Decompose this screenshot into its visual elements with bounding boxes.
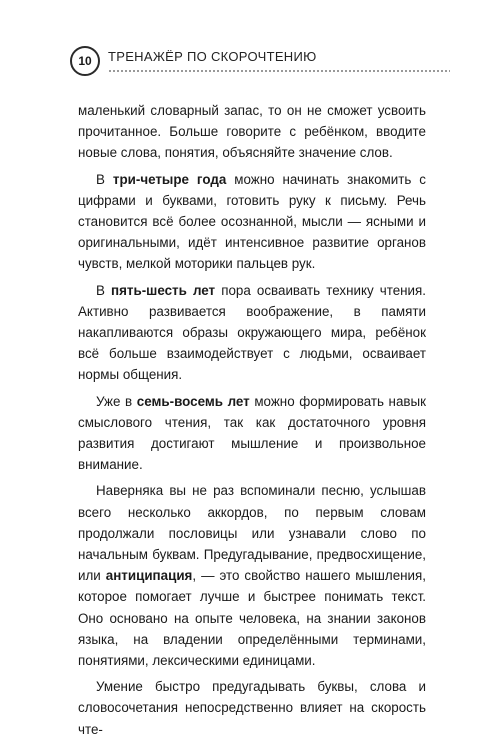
page-header <box>70 46 450 76</box>
paragraph <box>78 391 426 476</box>
emphasis-text: три-четыре года <box>112 171 227 187</box>
paragraph <box>78 480 426 671</box>
paragraph <box>78 169 426 275</box>
emphasis-text: антиципация <box>105 568 193 584</box>
emphasis-text: семь-восемь лет <box>136 393 250 409</box>
paragraph-text: Умение быстро предугадывать буквы, слова и словосочетания непосредственно влияет на скорость чте- <box>78 679 426 737</box>
paragraph-text: пора осваивать технику чтения. Активно развивается воображение, в памяти накапливаются образы окружающего мира, ребёнок всё больше взаимодействует с людьми, осваивает нормы общения. <box>78 282 426 383</box>
paragraph-text: Уже в <box>96 393 137 409</box>
paragraph <box>78 100 426 164</box>
paragraph-text: можно начинать знакомить с цифрами и буквами, готовить руку к письму. Речь становится всё более осознанной, мысли — ясными и оригинальными, идёт интенсивное развитие органов чувств, мелкой моторики пальцев рук. <box>78 171 426 272</box>
paragraph <box>78 280 426 386</box>
emphasis-text: пять-шесть лет <box>111 282 216 298</box>
page-number-badge: 10 <box>70 46 100 76</box>
body-text <box>78 100 426 745</box>
dotted-rule <box>108 70 450 72</box>
paragraph-text: В <box>96 282 112 298</box>
running-title: ТРЕНАЖЁР ПО СКОРОЧТЕНИЮ <box>108 49 317 64</box>
paragraph-text: Наверняка вы не раз вспоминали песню, услышав всего несколько аккордов, по первым словам продолжали пословицы или узнавали слово по начальным буквам. Предугадывание, предвосхищение, или <box>78 483 426 584</box>
paragraph-text: В <box>96 171 113 187</box>
paragraph-text: , — это свойство нашего мышления, которое помогает лучше и быстрее понимать текст. Оно основано на опыте человека, на знании законов языка, на владении определёнными терминами, понятиями, лексическими единицами. <box>78 568 426 669</box>
paragraph-text: маленький словарный запас, то он не сможет усвоить прочитанное. Больше говорите с ребёнком, вводите новые слова, понятия, объясняйте значение слов. <box>78 103 426 161</box>
paragraph-text: можно формировать навык смыслового чтения, так как достаточного уровня развития достигают мышление и произвольное внимание. <box>78 393 426 473</box>
paragraph <box>78 676 426 740</box>
